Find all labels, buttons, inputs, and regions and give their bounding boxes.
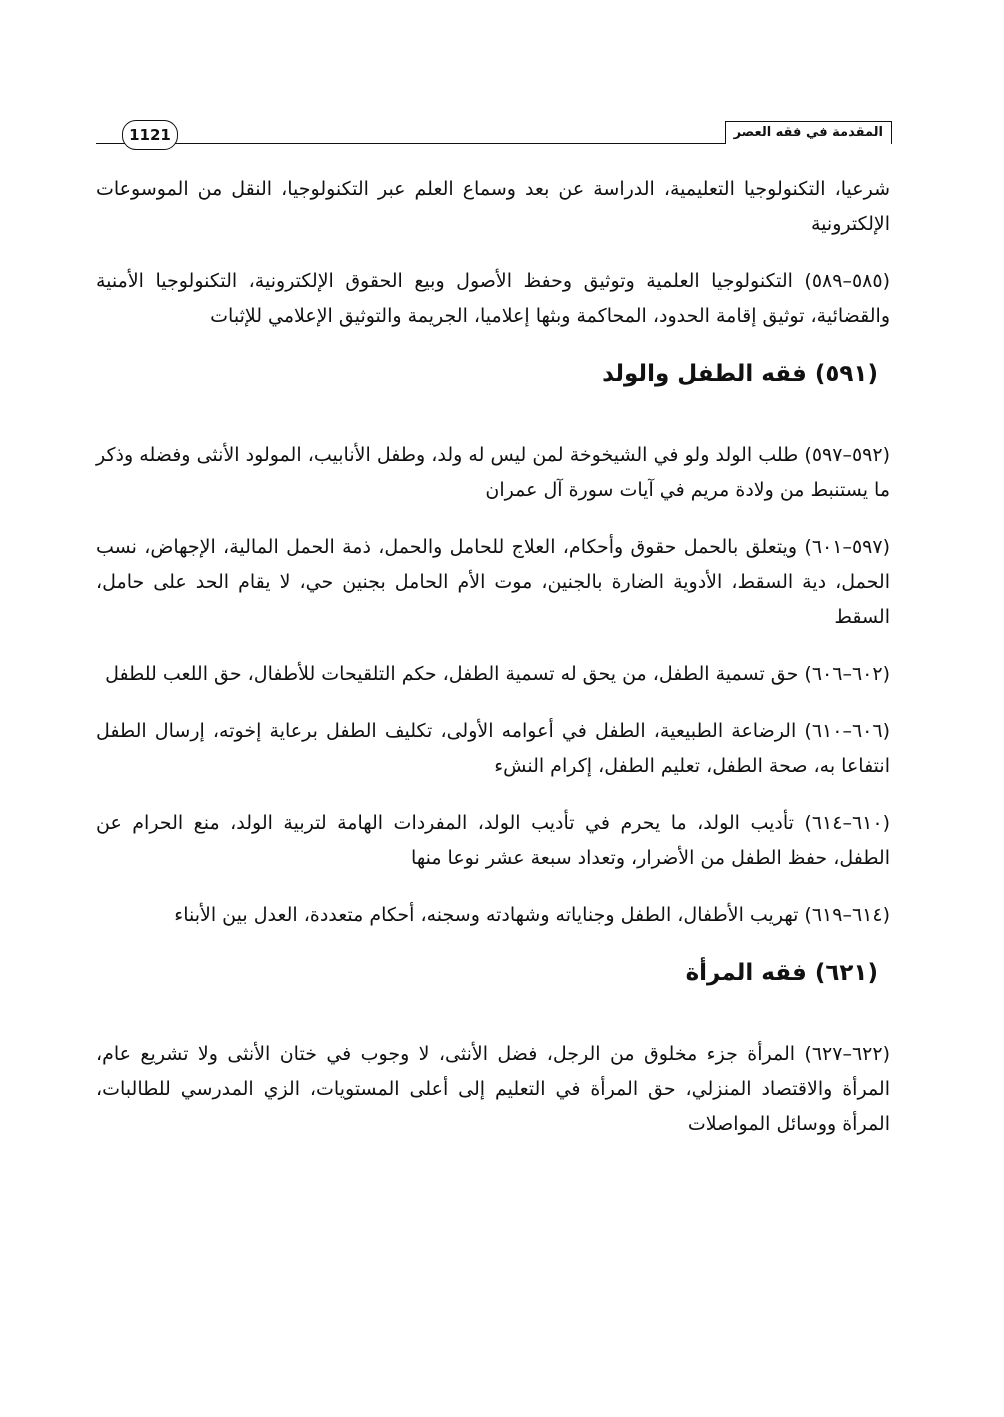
paragraph: شرعيا، التكنولوجيا التعليمية، الدراسة عن بعد وسماع العلم عبر التكنولوجيا، النقل من الموسوعات الإلكترونية (96, 178, 890, 235)
section-heading: (٥٩١) فقه الطفل والولد (602, 361, 878, 387)
page-body (96, 172, 890, 1164)
paragraph: (٦١٠–٦١٤) تأديب الولد، ما يحرم في تأديب الولد، المفردات الهامة لتربية الولد، منع الحرام عن الطفل، حفظ الطفل من الأضرار، وتعداد سبعة عشر نوعا منها (96, 812, 890, 869)
section-heading: (٦٢١) فقه المرأة (685, 960, 878, 986)
running-title: المقدمة في فقه العصر (725, 121, 892, 144)
paragraph: (٦١٤–٦١٩) تهريب الأطفال، الطفل وجناياته وشهادته وسجنه، أحكام متعددة، العدل بين الأبناء (174, 904, 890, 926)
paragraph: (٦٢٢–٦٢٧) المرأة جزء مخلوق من الرجل، فضل الأنثى، لا وجوب في ختان الأنثى ولا تشريع عام، المرأة والاقتصاد المنزلي، حق المرأة في التعليم إلى أعلى المستويات، الزي المدرسي للطالبات، المرأة ووسائل المواصلات (96, 1043, 890, 1135)
paragraph: (٦٠٢–٦٠٦) حق تسمية الطفل، من يحق له تسمية الطفل، حكم التلقيحات للأطفال، حق اللعب للطفل (105, 663, 890, 685)
paragraph: (٥٩٢–٥٩٧) طلب الولد ولو في الشيخوخة لمن ليس له ولد، وطفل الأنابيب، المولود الأنثى وفضله وذكر ما يستنبط من ولادة مريم في آيات سورة آل عمران (96, 444, 890, 501)
page-number: 1121 (122, 120, 178, 150)
paragraph: (٦٠٦–٦١٠) الرضاعة الطبيعية، الطفل في أعوامه الأولى، تكليف الطفل برعاية إخوته، إرسال الطفل انتفاعا به، صحة الطفل، تعليم الطفل، إكرام النشء (96, 720, 890, 777)
paragraph: (٥٩٧–٦٠١) ويتعلق بالحمل حقوق وأحكام، العلاج للحامل والحمل، ذمة الحمل المالية، الإجهاض، نسب الحمل، دية السقط، الأدوية الضارة بالجنين، موت الأم الحامل بجنين حي، لا يقام الحد على حامل، السقط (96, 536, 890, 628)
running-header (96, 118, 892, 152)
paragraph: (٥٨٥–٥٨٩) التكنولوجيا العلمية وتوثيق وحفظ الأصول وبيع الحقوق الإلكترونية، التكنولوجيا الأمنية والقضائية، توثيق إقامة الحدود، المحاكمة وبثها إعلاميا، الجريمة والتوثيق الإعلامي للإثبات (96, 270, 890, 327)
